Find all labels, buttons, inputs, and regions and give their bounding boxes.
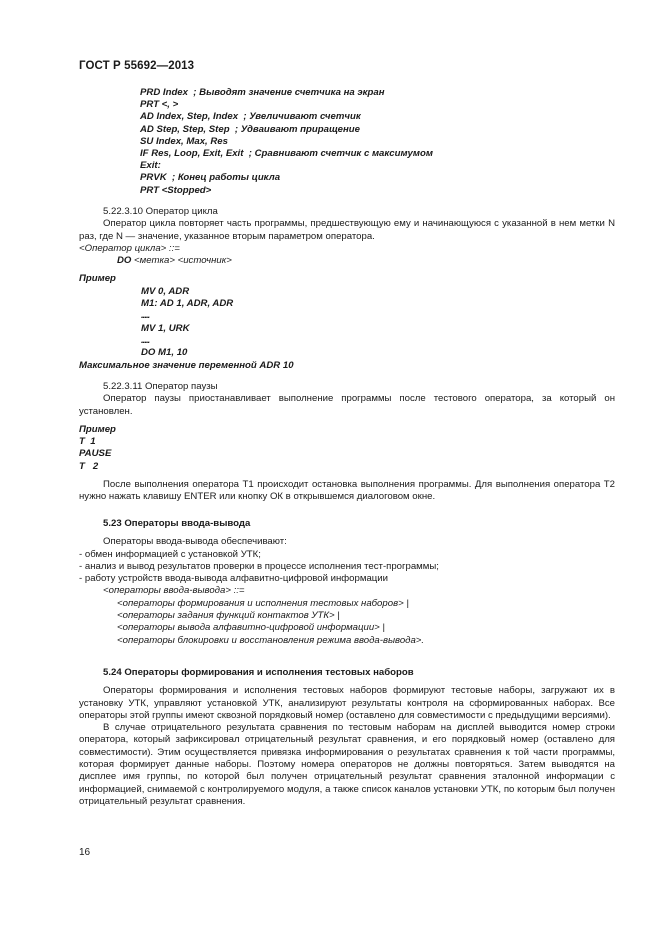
code-line: AD Step, Step, Step ; Удваивают приращение — [140, 123, 360, 135]
code-line: PRT <Stopped> — [140, 184, 212, 196]
paragraph: Операторы ввода-вывода обеспечивают: — [103, 536, 287, 548]
code-line: PRVK ; Конец работы цикла — [140, 172, 281, 184]
code-listing — [140, 87, 433, 197]
list-item: - работу устройств ввода-вывода алфавитно-цифровой информации — [79, 573, 388, 585]
list-item: - обмен информацией с установкой УТК; — [79, 548, 261, 560]
section-pause-operator — [79, 381, 615, 504]
paragraph: Оператор паузы приостанавливает выполнение программы после тестового оператора, за который он установлен. — [79, 393, 615, 417]
grammar-lhs: <Оператор цикла> ::= — [79, 242, 180, 254]
grammar-line: <операторы вывода алфавитно-цифровой информации> | — [117, 622, 385, 634]
example-line: M1: AD 1, ADR, ADR — [141, 298, 234, 310]
example-line: PAUSE — [79, 448, 112, 460]
example-line: T 1 — [79, 436, 96, 448]
example-result: Максимальное значение переменной ADR 10 — [79, 359, 294, 371]
paragraph: После выполнения оператора Т1 происходит остановка выполнения программы. Для выполнения оператора Т2 нужно нажать клавишу ENTER или кнопку ОК в открывшемся диалоговом окне. — [79, 479, 615, 503]
grammar-keyword: DO — [117, 255, 132, 267]
paragraph: В случае отрицательного результата сравнения по тестовым наборам на дисплей выводится номер строки оператора, который зафиксировал отрицательный результат сравнения, и его порядковый номер (оставлено для совместимости). Этим осуществляется привязка информирования о результатах сравнения к той части программы, которая формирует данные наборы. Поэтому номера операторов не должны повторяться. Затем выводятся на дисплее имя группы, по которой был получен отрицательный результат сравнения эталонной информации с информацией, снимаемой с контролируемого модуля, а также список каналов установки УТК, по которым был получен отрицательный результат сравнения. — [79, 722, 615, 807]
code-line: Exit: — [140, 160, 161, 172]
code-line: PRD Index ; Выводят значение счетчика на экран — [140, 87, 385, 98]
example-line: MV 0, ADR — [141, 285, 190, 297]
grammar-line: <операторы ввода-вывода> ::= — [103, 585, 245, 597]
document-header: ГОСТ Р 55692—2013 — [79, 60, 195, 72]
example-line: ..... — [141, 334, 150, 346]
paragraph: Операторы формирования и исполнения тестовых наборов формируют тестовые наборы, загружают их в установку УТК, управляют установкой УТК, анализируют результаты контроля на сформированных наборах. Все операторы этой группы имеют сквозной порядковый номер (оставлено для совместимости с предыдущими версиями). — [79, 685, 615, 721]
list-item: - анализ и вывод результатов проверки в процессе исполнения тест-программы; — [79, 560, 439, 572]
section-heading: 5.22.3.10 Оператор цикла — [103, 206, 218, 217]
section-loop-operator — [79, 206, 615, 372]
example-label: Пример — [79, 423, 116, 435]
section-test-sets-operators — [79, 667, 615, 808]
page-number: 16 — [79, 847, 91, 858]
grammar-line: <операторы блокировки и восстановления режима ввода-вывода>. — [117, 634, 425, 646]
grammar-rule — [79, 243, 615, 255]
section-io-operators — [79, 518, 615, 647]
code-line: AD Index, Step, Index ; Увеличивают счетчик — [140, 111, 361, 123]
grammar-line: <операторы формирования и исполнения тестовых наборов> | — [117, 597, 409, 609]
code-line: IF Res, Loop, Exit, Exit ; Сравнивают счетчик с максимумом — [140, 148, 433, 160]
section-heading: 5.23 Операторы ввода-вывода — [103, 518, 251, 529]
code-line: SU Index, Max, Res — [140, 135, 228, 147]
example-label: Пример — [79, 273, 116, 285]
example-line: T 2 — [79, 460, 99, 472]
example-line: MV 1, URK — [141, 322, 190, 334]
section-heading: 5.24 Операторы формирования и исполнения тестовых наборов — [103, 667, 414, 678]
grammar-rhs — [79, 255, 615, 267]
code-line: PRT <, > — [140, 99, 179, 111]
grammar-args: <метка> <источник> — [131, 255, 232, 267]
grammar-line: <операторы задания функций контактов УТК> | — [117, 610, 340, 622]
example-line: DO M1, 10 — [141, 347, 188, 359]
paragraph: Оператор цикла повторяет часть программы, предшествующую ему и начинающуюся с указанной в нем метки N раз, где N — значение, указанное вторым параметром оператора. — [79, 218, 615, 242]
example-line: ..... — [141, 310, 150, 322]
section-heading: 5.22.3.11 Оператор паузы — [103, 381, 218, 392]
